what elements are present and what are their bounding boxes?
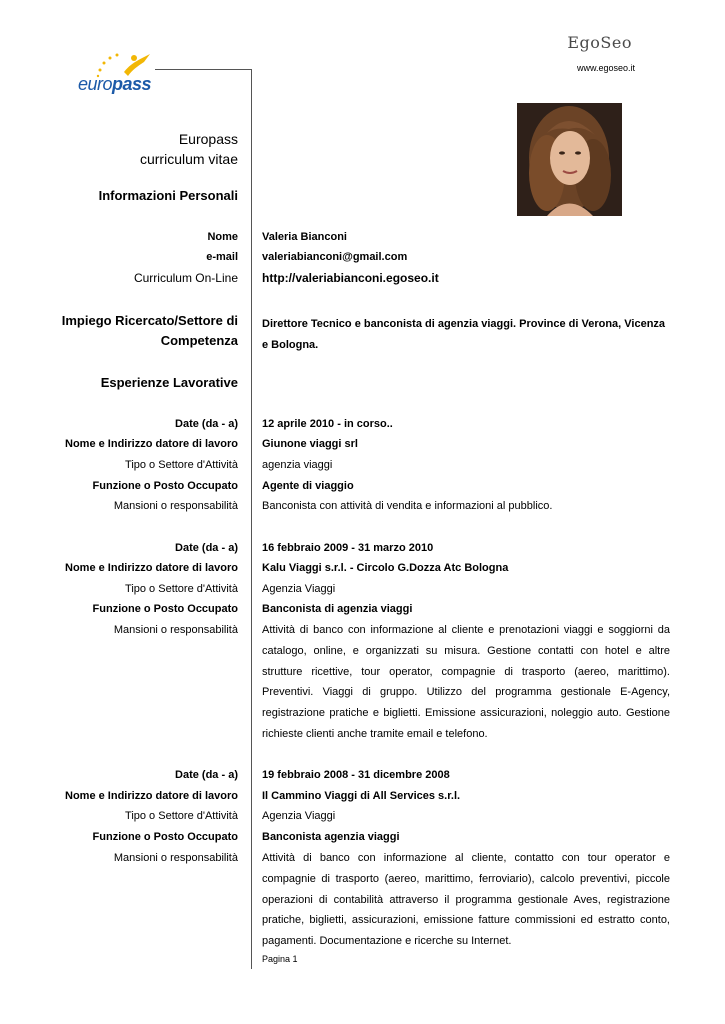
impiego-title-line2: Competenza (160, 333, 238, 348)
europass-logo (70, 50, 160, 100)
job3-funzione: Banconista agenzia viaggi (262, 831, 400, 843)
impiego-value (262, 314, 670, 356)
job1-mansioni: Banconista con attività di vendita e informazioni al pubblico. (262, 500, 553, 512)
impiego-value-line1: Direttore Tecnico e banconista di agenzia viaggi. Province di Verona, Vicenza (262, 318, 666, 330)
page-number: Pagina 1 (262, 954, 298, 964)
cv-title-line1: Europass (178, 131, 238, 147)
impiego-title-line1: Impiego Ricercato/Settore di (61, 313, 238, 328)
job3-datore-label: Nome e Indirizzo datore di lavoro (65, 790, 238, 802)
job3-mansioni: Attività di banco con informazione al cliente, contatto con tour operator e compagnie di trasporto (aereo, marittimo, ferroviario), calcolo preventivi, piccole operazioni di contabilità attraverso il programma gestionale Aves, registrazione pratiche, biglietti, assicurazioni, emissione fatture commissioni ed estratto conto, pagamenti. Documentazione e ricerche su Internet. (262, 852, 670, 948)
header-divider (155, 69, 251, 70)
nome-label: Nome (207, 231, 238, 243)
job1-datore: Giunone viaggi srl (262, 438, 358, 450)
job3-date-label: Date (da - a) (175, 769, 238, 781)
impiego-value-line2: e Bologna. (262, 339, 319, 351)
job1-funzione-label: Funzione o Posto Occupato (92, 480, 238, 492)
egoseo-logo: EgoSeo (567, 33, 632, 52)
job1-mansioni-label: Mansioni o responsabilità (113, 500, 238, 512)
job3-tipo-label: Tipo o Settore d'Attività (125, 810, 238, 822)
job2-mansioni-label: Mansioni o responsabilità (113, 624, 238, 636)
section-personal-title: Informazioni Personali (98, 188, 238, 203)
job1-tipo: agenzia viaggi (262, 459, 333, 471)
egoseo-url[interactable]: www.egoseo.it (576, 63, 635, 73)
job3-funzione-label: Funzione o Posto Occupato (92, 831, 238, 843)
profile-photo (517, 103, 622, 216)
online-value[interactable]: http://valeriabianconi.egoseo.it (262, 271, 439, 285)
job3-datore: Il Cammino Viaggi di All Services s.r.l. (262, 790, 461, 802)
job2-tipo: Agenzia Viaggi (262, 583, 336, 595)
impiego-title (62, 311, 238, 351)
cv-title (140, 129, 238, 169)
online-label: Curriculum On-Line (133, 271, 238, 285)
job1-tipo-label: Tipo o Settore d'Attività (125, 459, 238, 471)
nome-value: Valeria Bianconi (262, 231, 347, 243)
job2-date-label: Date (da - a) (175, 542, 238, 554)
cv-title-line2: curriculum vitae (139, 151, 238, 167)
portrait-icon (517, 103, 622, 216)
job2-datore-label: Nome e Indirizzo datore di lavoro (65, 562, 238, 574)
email-label: e-mail (206, 251, 238, 263)
job1-date-label: Date (da - a) (175, 418, 238, 430)
europass-wordmark: europass (78, 74, 152, 94)
section-esperienze-title: Esperienze Lavorative (100, 375, 238, 390)
job1-funzione: Agente di viaggio (262, 480, 354, 492)
job2-tipo-label: Tipo o Settore d'Attività (125, 583, 238, 595)
job3-tipo: Agenzia Viaggi (262, 810, 336, 822)
job2-mansioni: Attività di banco con informazione al cliente e prenotazioni viaggi e soggiorni da catalogo, online, e organizzati su misura. Gestione contatti con hotel e altre strutture ricettive, tour operator, compagnie di trasporto (aereo, marittimo). Preventivi. Viaggi di gruppo. Utilizzo del programma gestionale E-Agency, registrazione pratiche e biglietti. Emissione assicurazioni, noleggio auto. Gestione richieste clienti anche tramite email e telefono. (262, 624, 670, 740)
job2-date: 16 febbraio 2009 - 31 marzo 2010 (262, 542, 434, 554)
email-value[interactable]: valeriabianconi@gmail.com (262, 251, 408, 263)
job1-datore-label: Nome e Indirizzo datore di lavoro (65, 438, 238, 450)
job1-date: 12 aprile 2010 - in corso.. (262, 418, 393, 430)
job2-funzione-label: Funzione o Posto Occupato (92, 603, 238, 615)
job2-funzione: Banconista di agenzia viaggi (262, 603, 413, 615)
job3-mansioni-label: Mansioni o responsabilità (113, 852, 238, 864)
job2-datore: Kalu Viaggi s.r.l. - Circolo G.Dozza Atc Bologna (262, 562, 509, 574)
column-divider (251, 69, 252, 969)
job3-date: 19 febbraio 2008 - 31 dicembre 2008 (262, 769, 450, 781)
